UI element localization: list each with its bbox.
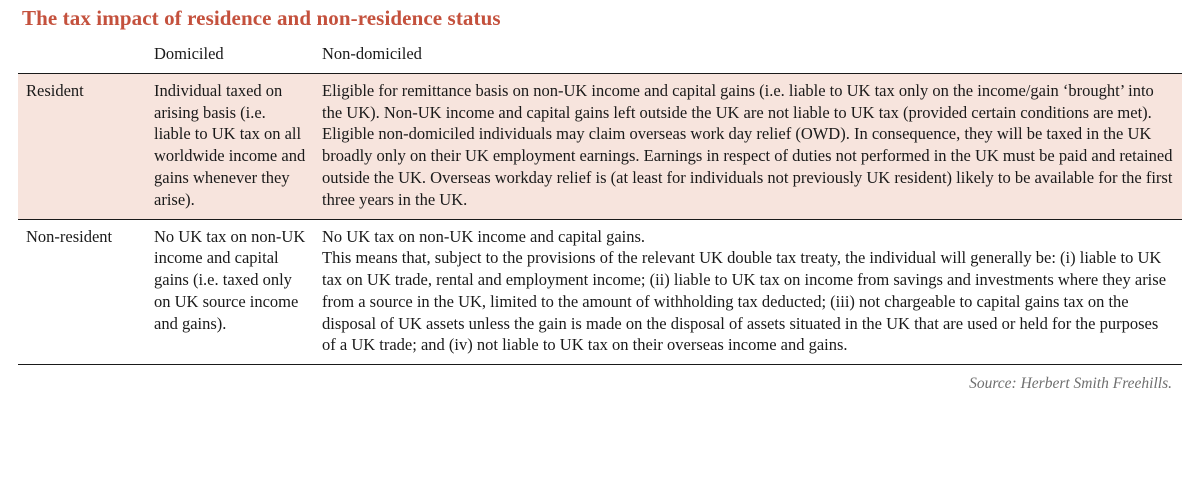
tax-impact-table xyxy=(18,37,1182,365)
page-title: The tax impact of residence and non-residence status xyxy=(22,6,501,30)
cell-paragraph: Eligible for remittance basis on non-UK income and capital gains (i.e. liable to UK tax only on the income/gain ‘brought’ into the UK). Non-UK income and capital gains left outside the UK are not liable to UK tax (provided certain conditions are met). xyxy=(322,80,1154,122)
cell-paragraph: Eligible non-domiciled individuals may claim overseas work day relief (OWD). In consequence, they will be taxed in the UK broadly only on their UK employment earnings. Earnings in respect of duties not performed in the UK must be paid and retained outside the UK. Overseas workday relief is (at least for individuals not previously UK resident) likely to be available for the first three years in the UK. xyxy=(322,124,1173,209)
cell-paragraph: No UK tax on non-UK income and capital gains. xyxy=(322,226,646,246)
table-row-resident xyxy=(18,73,1182,219)
cell-non-resident-domiciled: No UK tax on non-UK income and capital gains (i.e. taxed only on UK source income and gains). xyxy=(146,219,314,365)
row-label-resident: Resident xyxy=(18,73,146,219)
column-header-domiciled: Domiciled xyxy=(154,44,224,64)
source-attribution: Source: Herbert Smith Freehills. xyxy=(969,375,1172,393)
table-row-non-resident xyxy=(18,219,1182,365)
table-header-row xyxy=(18,37,1182,73)
cell-non-resident-non-domiciled xyxy=(314,219,1182,365)
cell-paragraph: This means that, subject to the provisions of the relevant UK double tax treaty, the individual will generally be: (i) liable to UK tax on UK trade, rental and employment income; (ii) liable to UK tax on income from savings and investments where they arise from a source in the UK, limited to the amount of withholding tax deducted; (iii) not chargeable to capital gains tax on the disposal of UK assets unless the gain is made on the disposal of assets situated in the UK that are used or held for the purposes of a UK trade; and (iv) not liable to UK tax on their overseas income and gains. xyxy=(322,248,1167,355)
row-label-non-resident: Non-resident xyxy=(18,219,146,365)
column-header-non-domiciled: Non-domiciled xyxy=(322,44,422,64)
table-corner-cell xyxy=(18,37,146,73)
cell-resident-non-domiciled xyxy=(314,73,1182,219)
cell-resident-domiciled: Individual taxed on arising basis (i.e. liable to UK tax on all worldwide income and gains whenever they arise). xyxy=(146,73,314,219)
